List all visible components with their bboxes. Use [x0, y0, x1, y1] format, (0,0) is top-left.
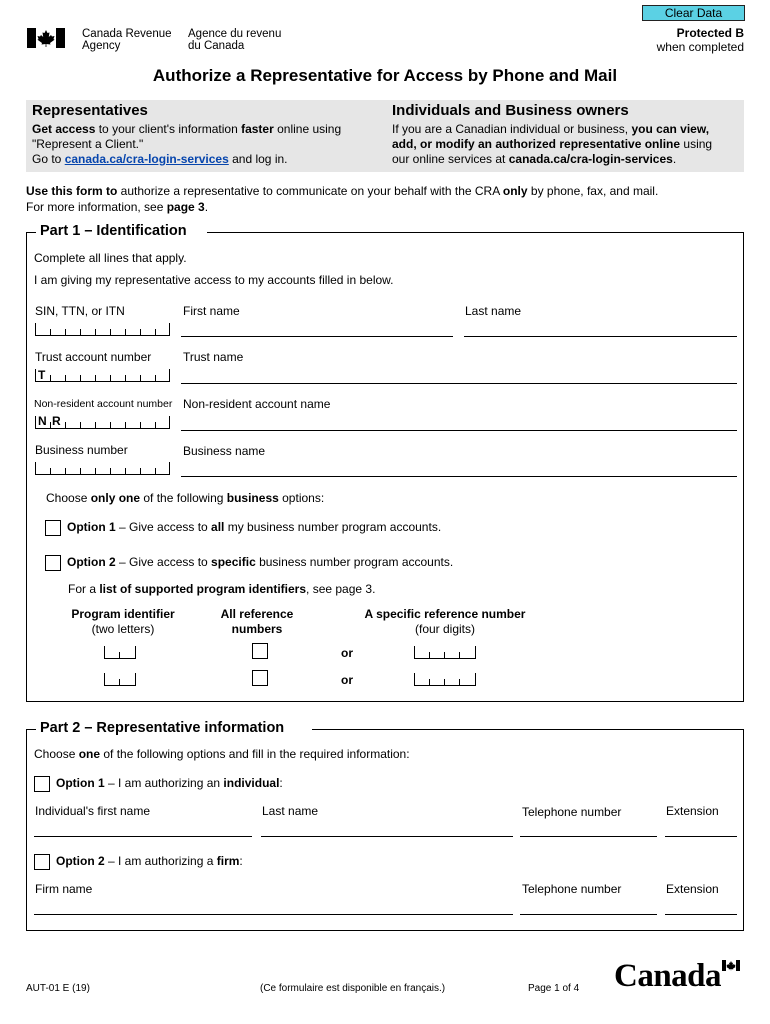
business-option2-label: Option 2 – Give access to specific business number program accounts. [67, 555, 454, 569]
business-option2-checkbox[interactable] [45, 555, 61, 571]
nr-name-label: Non-resident account name [183, 397, 331, 411]
trust-prefix: T [38, 368, 46, 382]
page-number: Page 1 of 4 [528, 983, 580, 994]
trust-account-label: Trust account number [35, 350, 152, 364]
page-title: Authorize a Representative for Access by Phone and Mail [152, 66, 618, 85]
individual-phone-label: Telephone number [522, 805, 622, 819]
or-label-2: or [341, 673, 353, 687]
last-name-label: Last name [465, 304, 522, 318]
trust-name-label: Trust name [183, 350, 244, 364]
trust-name-input[interactable] [181, 383, 737, 384]
firm-name-label: Firm name [35, 882, 93, 896]
firm-phone-label: Telephone number [522, 882, 622, 896]
specific-reference-header: A specific reference number (four digits) [364, 607, 526, 636]
firm-extension-label: Extension [666, 882, 719, 896]
individuals-line3: our online services at canada.ca/cra-login-services. [392, 152, 677, 166]
sin-input[interactable] [35, 324, 170, 336]
rep-option1-checkbox[interactable] [34, 776, 50, 792]
firm-phone-input[interactable] [520, 914, 657, 915]
sin-label: SIN, TTN, or ITN [35, 304, 125, 318]
individual-extension-input[interactable] [665, 836, 737, 837]
representatives-line3: Go to canada.ca/cra-login-services and log in. [32, 152, 288, 166]
part2-title: Part 2 – Representative information [36, 720, 288, 736]
canada-wordmark: Canada [614, 958, 722, 994]
business-option1-checkbox[interactable] [45, 520, 61, 536]
part1-instruction1: Complete all lines that apply. [34, 251, 187, 265]
nr-name-input[interactable] [181, 430, 737, 431]
agency-name-fr [188, 28, 281, 52]
bn-label: Business number [35, 443, 128, 457]
french-availability-note: (Ce formulaire est disponible en français.) [260, 983, 446, 994]
protected-label [657, 26, 744, 54]
individuals-line1: If you are a Canadian individual or business, you can view, [392, 122, 710, 136]
all-reference-header: All reference numbers [220, 607, 294, 636]
individuals-line2: add, or modify an authorized representative online using [392, 137, 713, 151]
intro-line1: Use this form to authorize a representative to communicate on your behalf with the CRA only by phone, fax, and mail. [26, 184, 659, 198]
individual-extension-label: Extension [666, 804, 719, 818]
individual-first-name-label: Individual's first name [35, 804, 151, 818]
part1-instruction2: I am giving my representative access to my accounts filled in below. [34, 273, 394, 287]
cra-login-link[interactable]: canada.ca/cra-login-services [64, 152, 229, 166]
all-reference-checkbox-1[interactable] [252, 643, 268, 659]
bn-name-label: Business name [183, 444, 266, 458]
business-option1-label: Option 1 – Give access to all my business number program accounts. [67, 520, 442, 534]
nr-prefix-r: R [52, 414, 61, 428]
intro-line2: For more information, see page 3. [26, 199, 209, 214]
reference-number-input-2[interactable] [414, 674, 476, 686]
agency-en-line1: Canada Revenue [82, 28, 172, 40]
representatives-heading: Representatives [32, 102, 148, 119]
representatives-line1: Get access to your client's information faster online using [32, 122, 342, 136]
protected-sub: when completed [656, 40, 744, 54]
individuals-column [392, 102, 742, 167]
intro-text [26, 184, 658, 215]
trust-account-input[interactable] [35, 370, 170, 382]
or-label-1: or [341, 646, 353, 660]
protected-b: Protected B [676, 26, 744, 40]
reference-number-input-1[interactable] [414, 647, 476, 659]
part1-title: Part 1 – Identification [36, 223, 191, 239]
bn-name-input[interactable] [181, 476, 737, 477]
last-name-input[interactable] [464, 336, 737, 337]
form-id: AUT-01 E (19) [26, 983, 90, 994]
agency-fr-line2: du Canada [188, 40, 245, 52]
individual-last-name-label: Last name [262, 804, 319, 818]
program-list-note: For a list of supported program identifiers, see page 3. [68, 582, 376, 596]
representatives-column [32, 102, 382, 167]
agency-fr-line1: Agence du revenu [188, 28, 282, 40]
individuals-heading: Individuals and Business owners [392, 102, 629, 119]
wordmark-flag-icon [722, 960, 740, 971]
bn-input[interactable] [35, 463, 170, 475]
all-reference-checkbox-2[interactable] [252, 670, 268, 686]
individual-last-name-input[interactable] [261, 836, 513, 837]
program-identifier-header: Program identifier (two letters) [71, 607, 175, 636]
individual-first-name-input[interactable] [34, 836, 252, 837]
program-id-input-2[interactable] [104, 674, 136, 686]
info-box [26, 100, 744, 172]
clear-data-button[interactable]: Clear Data [642, 5, 745, 21]
agency-en-line2: Agency [82, 40, 121, 52]
nr-prefix-n: N [38, 414, 47, 428]
part2-instruction: Choose one of the following options and fill in the required information: [34, 747, 410, 761]
agency-name-en [82, 28, 172, 52]
rep-option2-checkbox[interactable] [34, 854, 50, 870]
nr-account-label: Non-resident account number [34, 398, 173, 410]
program-id-input-1[interactable] [104, 647, 136, 659]
individual-phone-input[interactable] [520, 836, 657, 837]
representatives-line2: "Represent a Client." [32, 137, 144, 151]
rep-option2-label: Option 2 – I am authorizing a firm: [56, 854, 243, 868]
first-name-input[interactable] [181, 336, 453, 337]
firm-name-input[interactable] [34, 914, 513, 915]
first-name-label: First name [183, 304, 240, 318]
canada-flag-icon [27, 28, 65, 48]
rep-option1-label: Option 1 – I am authorizing an individual: [56, 776, 283, 790]
firm-extension-input[interactable] [665, 914, 737, 915]
business-options-prompt: Choose only one of the following business options: [46, 491, 325, 505]
